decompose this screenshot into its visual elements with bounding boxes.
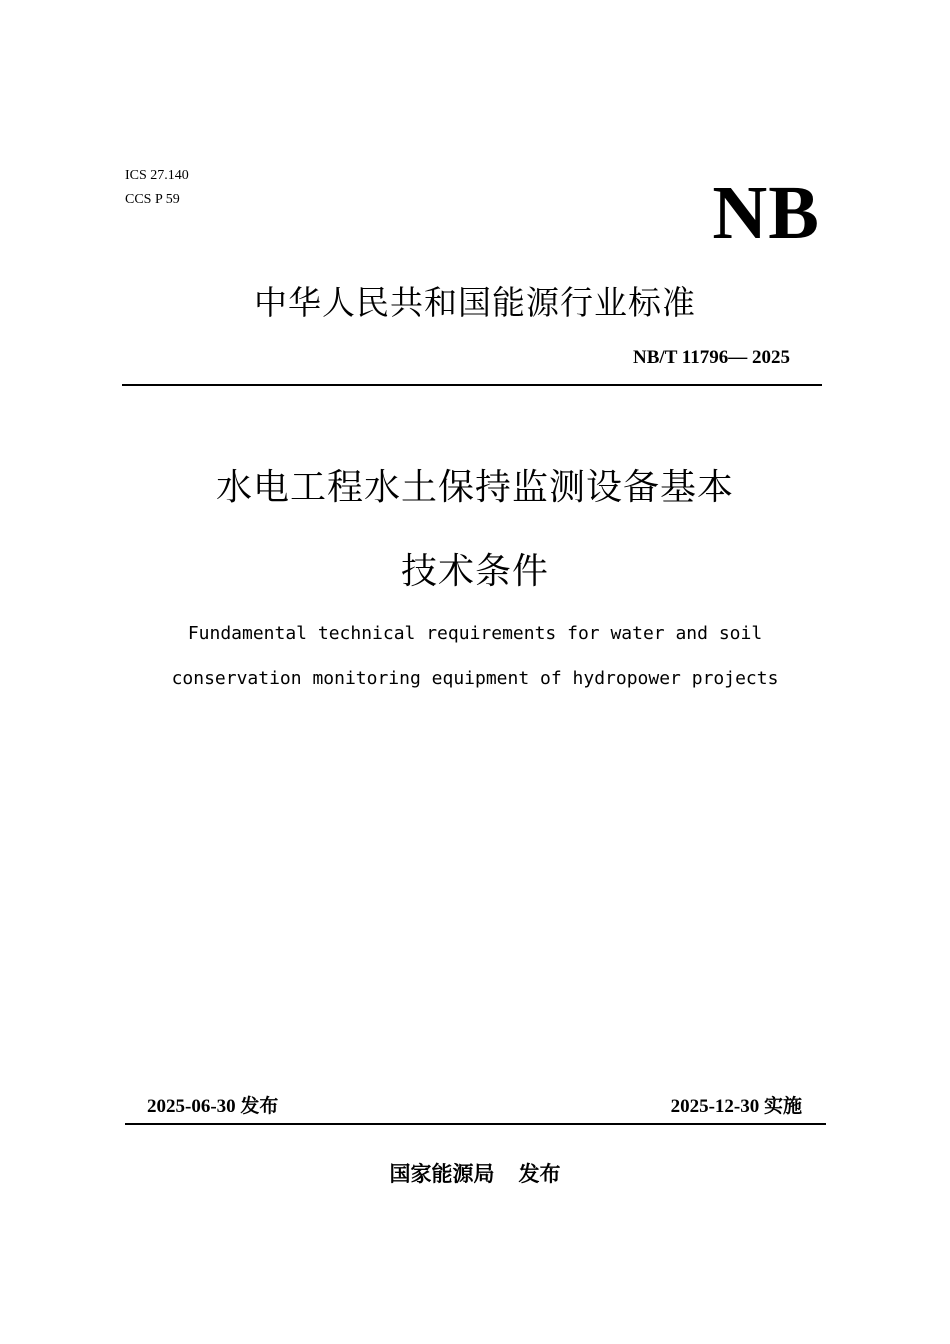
- issuer-action: 发布: [518, 1162, 561, 1186]
- english-title-line-2: conservation monitoring equipment of hydropower projects: [171, 668, 779, 689]
- nb-logo: NB: [712, 171, 820, 255]
- ics-code: ICS 27.140: [125, 168, 189, 183]
- chinese-title-line-2: 技术条件: [400, 551, 549, 592]
- standard-number: NB/T 11796— 2025: [633, 347, 790, 368]
- classification-codes: [125, 164, 189, 212]
- implementation-date: [671, 1091, 802, 1122]
- issuer: [0, 1158, 950, 1190]
- chinese-title-line-1: 水电工程水土保持监测设备基本: [215, 467, 734, 508]
- implementation-date-label: 实施: [763, 1095, 802, 1117]
- implementation-date-value: 2025-12-30: [670, 1096, 760, 1117]
- standard-category: 中华人民共和国能源行业标准: [254, 283, 696, 322]
- bottom-divider: [125, 1123, 826, 1125]
- chinese-title: [0, 446, 950, 614]
- english-title-line-1: Fundamental technical requirements for water and soil: [187, 623, 763, 644]
- issuer-name: 国家能源局: [389, 1162, 495, 1186]
- issue-date-label: 发布: [240, 1095, 279, 1117]
- top-divider: [122, 384, 822, 386]
- english-title: [0, 611, 950, 701]
- ccs-code: CCS P 59: [125, 192, 180, 207]
- issue-date-value: 2025-06-30: [147, 1096, 236, 1117]
- issue-date: [147, 1091, 278, 1122]
